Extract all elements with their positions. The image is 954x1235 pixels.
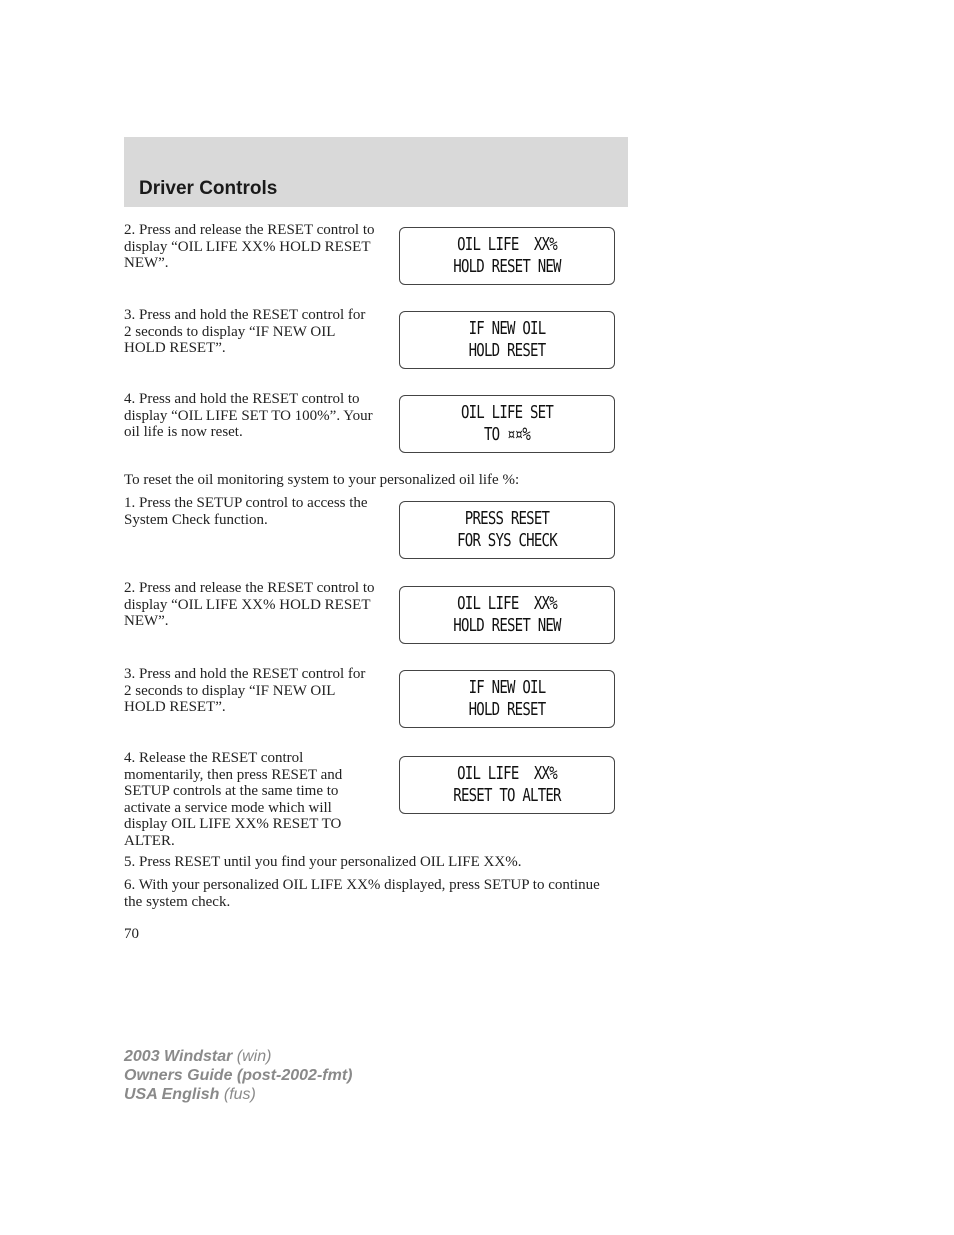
lcd-display (399, 501, 615, 559)
footer-language: USA English (124, 1086, 220, 1103)
lcd-display (399, 311, 615, 369)
step-text: 1. Press the SETUP control to access the System Check function. (124, 495, 368, 528)
step-text: 2. Press and release the RESET control to display “OIL LIFE XX% HOLD RESET NEW”. (124, 222, 375, 272)
lcd-line-2: TO ¤¤% (483, 424, 531, 445)
lcd-line-1: OIL LIFE XX% (457, 234, 557, 255)
lcd-line-1: IF NEW OIL (468, 318, 546, 339)
lcd-line-2: FOR SYS CHECK (457, 530, 557, 551)
lcd-display (399, 670, 615, 728)
lcd-display (399, 395, 615, 453)
footer-guide: Owners Guide (post-2002-fmt) (124, 1067, 353, 1084)
lcd-line-2: HOLD RESET NEW (453, 256, 561, 277)
lcd-line-2: HOLD RESET (468, 699, 546, 720)
lcd-display (399, 227, 615, 285)
lcd-line-1: OIL LIFE XX% (457, 763, 557, 784)
lcd-line-2: HOLD RESET (468, 340, 546, 361)
footer-language-code: (fus) (223, 1086, 256, 1103)
step-text: 6. With your personalized OIL LIFE XX% displayed, press SETUP to continue the system check. (124, 877, 600, 910)
lcd-line-1: OIL LIFE XX% (457, 593, 557, 614)
section-title: Driver Controls (139, 178, 278, 199)
step-text: 3. Press and hold the RESET control for 2 seconds to display “IF NEW OIL HOLD RESET”. (124, 307, 366, 357)
footer-line-3 (124, 1085, 352, 1104)
lcd-line-1: OIL LIFE SET (460, 402, 554, 423)
intro-paragraph: To reset the oil monitoring system to your personalized oil life %: (124, 472, 520, 488)
footer-line-2 (124, 1066, 352, 1085)
footer-model-code: (win) (236, 1048, 272, 1065)
page-number: 70 (124, 926, 139, 942)
step-text: 2. Press and release the RESET control to display “OIL LIFE XX% HOLD RESET NEW”. (124, 580, 375, 630)
lcd-display (399, 586, 615, 644)
lcd-line-1: IF NEW OIL (468, 677, 546, 698)
lcd-line-2: RESET TO ALTER (453, 785, 561, 806)
step-text: 5. Press RESET until you find your personalized OIL LIFE XX%. (124, 854, 522, 870)
step-text: 4. Release the RESET control momentarily, then press RESET and SETUP controls at the same time to activate a service mode which will display OIL LIFE XX% RESET TO ALTER. (124, 750, 343, 849)
lcd-line-2: HOLD RESET NEW (453, 615, 561, 636)
step-text: 4. Press and hold the RESET control to display “OIL LIFE SET TO 100%”. Your oil life is now reset. (124, 391, 373, 441)
lcd-display (399, 756, 615, 814)
footer-model: 2003 Windstar (124, 1048, 233, 1065)
document-footer (124, 1047, 352, 1104)
footer-line-1 (124, 1047, 352, 1066)
lcd-line-1: PRESS RESET (464, 508, 550, 529)
step-text: 3. Press and hold the RESET control for 2 seconds to display “IF NEW OIL HOLD RESET”. (124, 666, 366, 716)
